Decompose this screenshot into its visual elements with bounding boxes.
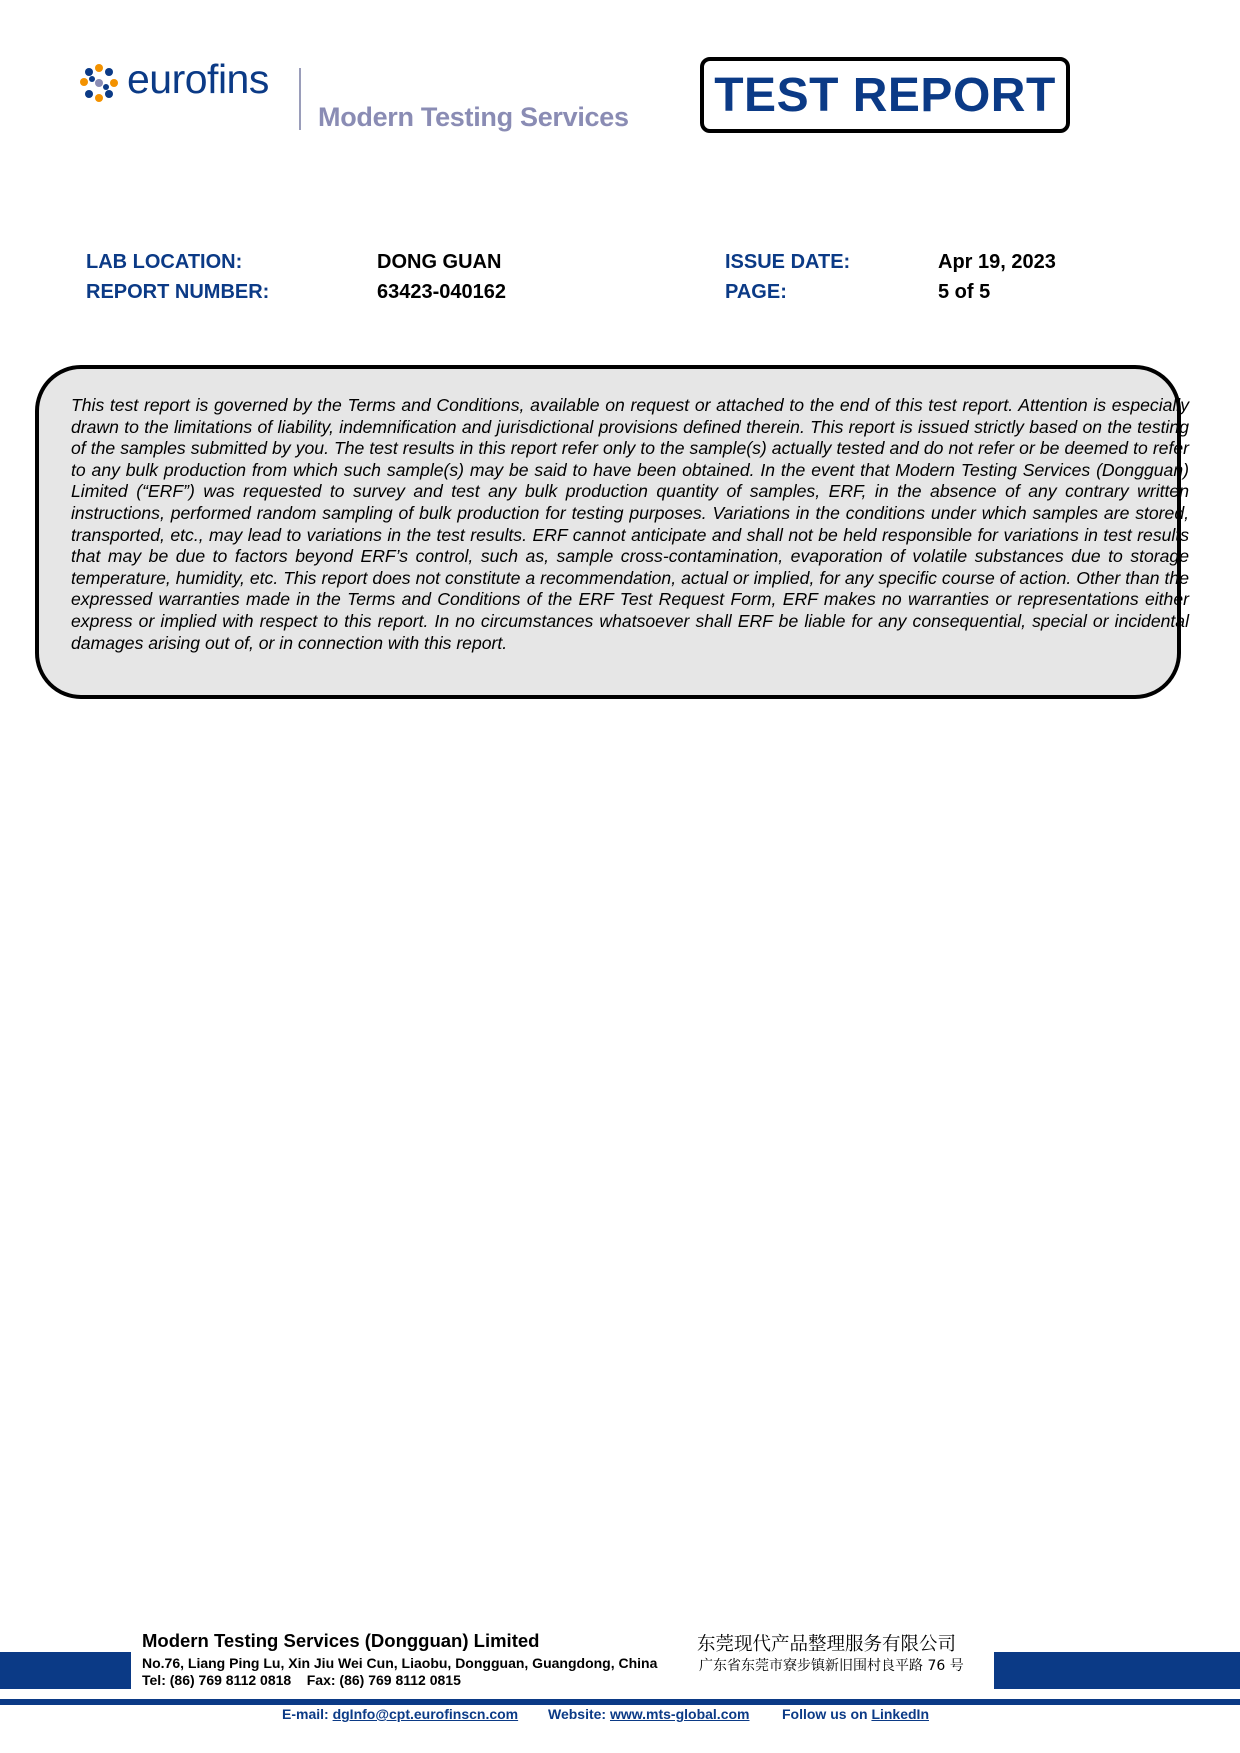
footer-bar-left bbox=[0, 1652, 131, 1689]
footer-address: No.76, Liang Ping Lu, Xin Jiu Wei Cun, Liaobu, Dongguan, Guangdong, China bbox=[142, 1655, 658, 1671]
logo-divider bbox=[299, 68, 301, 130]
footer-company-name-cn: 东莞现代产品整理服务有限公司 bbox=[697, 1634, 957, 1655]
footer-bar-right bbox=[994, 1652, 1240, 1689]
footer-company-name: Modern Testing Services (Dongguan) Limited bbox=[142, 1630, 540, 1651]
disclaimer-panel bbox=[35, 365, 1189, 699]
email-link[interactable]: dgInfo@cpt.eurofinscn.com bbox=[332, 1706, 519, 1722]
website-link[interactable]: www.mts-global.com bbox=[609, 1706, 750, 1722]
lab-location-value: DONG GUAN bbox=[377, 251, 502, 273]
website-label: Website: bbox=[548, 1706, 607, 1722]
footer-follow-group bbox=[782, 1706, 929, 1722]
logo-subtitle: Modern Testing Services bbox=[318, 102, 629, 132]
issue-date-value: Apr 19, 2023 bbox=[938, 251, 1056, 273]
footer-phone-fax: Tel: (86) 769 8112 0818 Fax: (86) 769 8112 0815 bbox=[142, 1672, 461, 1688]
report-title-box bbox=[700, 57, 1070, 133]
footer-divider bbox=[0, 1699, 1240, 1705]
page-value: 5 of 5 bbox=[938, 281, 991, 303]
report-number-value: 63423-040162 bbox=[377, 281, 507, 303]
page-label: PAGE: bbox=[725, 281, 787, 303]
eurofins-logo-icon bbox=[78, 62, 120, 104]
email-label: E-mail: bbox=[282, 1706, 329, 1722]
footer-email-group bbox=[282, 1706, 518, 1722]
issue-date-label: ISSUE DATE: bbox=[725, 251, 851, 273]
footer-website-group bbox=[548, 1706, 749, 1722]
linkedin-link[interactable]: LinkedIn bbox=[871, 1706, 929, 1722]
follow-label: Follow us on bbox=[782, 1706, 868, 1722]
logo-wordmark: eurofins bbox=[127, 56, 269, 102]
footer-address-cn: 广东省东莞市寮步镇新旧围村良平路 76 号 bbox=[699, 1658, 964, 1674]
report-number-label: REPORT NUMBER: bbox=[86, 281, 270, 303]
disclaimer-text: This test report is governed by the Terms and Conditions, available on request or attached to the end of this test report. Attention is especially drawn to the limitations of liability, indemnification and jurisdictional provisions defined therein. This report is issued strictly based on the testing of the samples submitted by you. The test results in this report refer only to the sample(s) actually tested and do not refer or be deemed to refer to any bulk production from which such sample(s) may be said to have been obtained. In the event that Modern Testing Services (Dongguan) Limited (“ERF”) was requested to survey and test any bulk production quantity of samples, ERF, in the absence of any contrary written instructions, performed random sampling of bulk production for testing purposes. Variations in the conditions under which samples are stored, transported, etc., may lead to variations in the test results. ERF cannot anticipate and shall not be held responsible for variations in test results that may be due to factors beyond ERF’s control, such as, sample cross-contamination, evaporation of volatile substances due to storage temperature, humidity, etc. This report does not constitute a recommendation, actual or implied, for any specific course of action. Other than the expressed warranties made in the Terms and Conditions of the ERF Test Request Form, ERF makes no warranties or representations either express or implied with respect to this report. In no circumstances whatsoever shall ERF be liable for any consequential, special or incidental damages arising out of, or in connection with this report. bbox=[71, 395, 1189, 653]
report-title: TEST REPORT bbox=[714, 68, 1056, 122]
lab-location-label: LAB LOCATION: bbox=[86, 251, 243, 273]
